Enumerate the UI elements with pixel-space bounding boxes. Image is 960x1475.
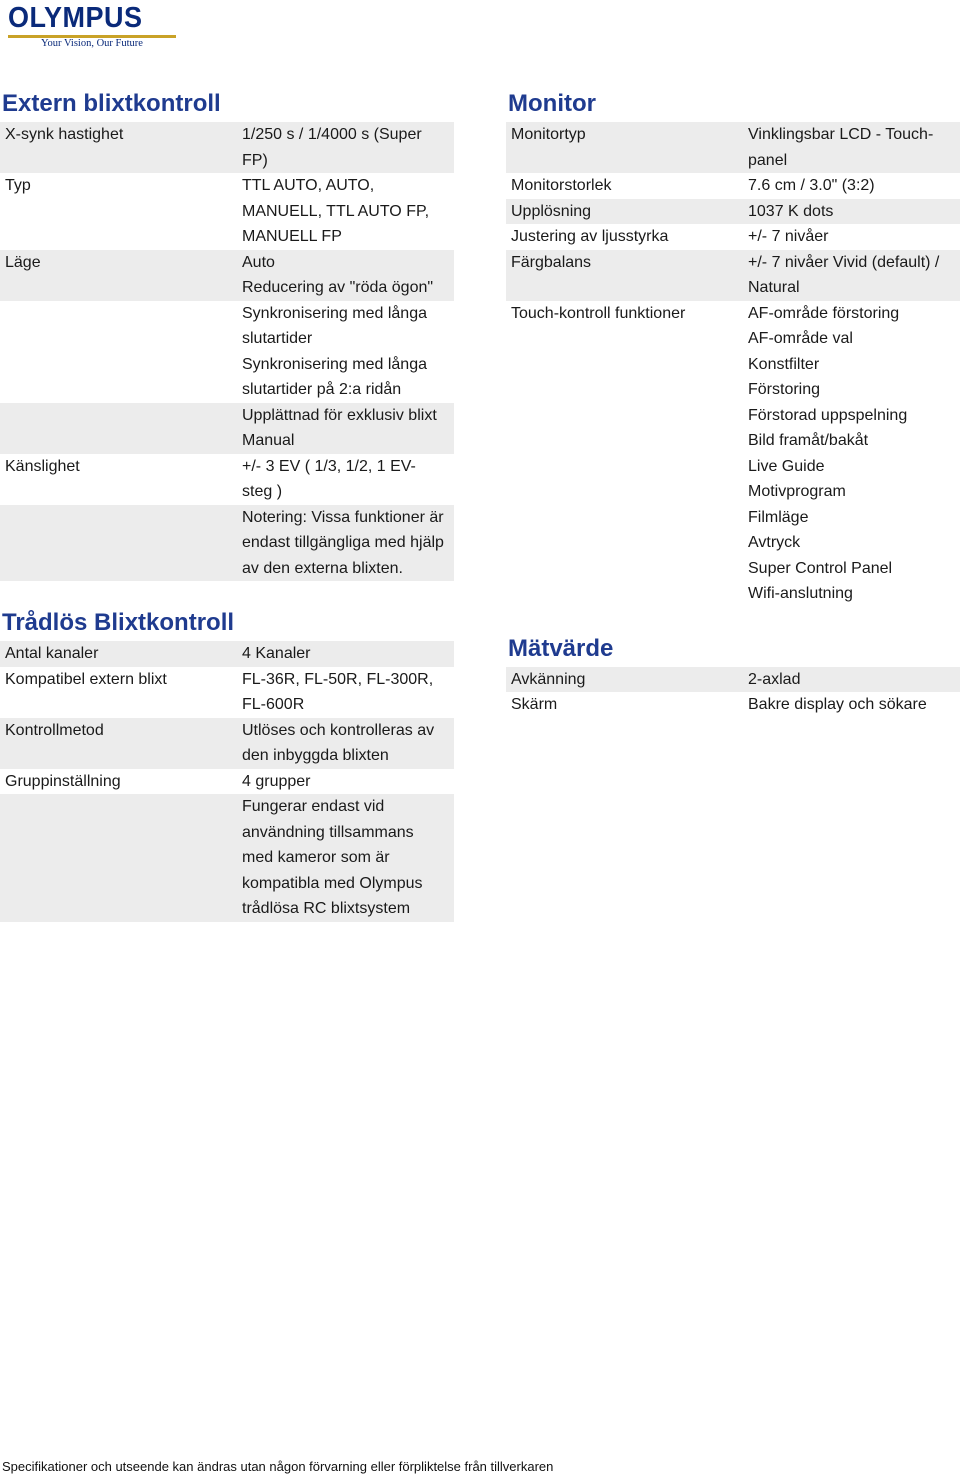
spec-value-line: Vinklingsbar LCD - Touch-	[748, 126, 934, 143]
spec-value-line: Fungerar endast vid	[242, 798, 385, 815]
spec-value-line: Synkronisering med långa	[242, 355, 427, 373]
spec-value-line: steg )	[242, 483, 283, 500]
spec-value-line: 4 Kanaler	[242, 645, 311, 662]
spec-value-line: FL-36R, FL-50R, FL-300R,	[242, 670, 434, 688]
section-title-extern-blixtkontroll: Extern blixtkontroll	[2, 90, 221, 117]
spec-label: Färgbalans	[511, 253, 592, 271]
spec-label: Läge	[5, 253, 41, 271]
spec-label: Kompatibel extern blixt	[5, 670, 167, 688]
spec-value	[237, 454, 454, 505]
spec-value-line: Bakre display och sökare	[748, 696, 927, 713]
spec-value	[743, 224, 960, 250]
spec-value	[237, 505, 454, 582]
spec-value	[237, 718, 454, 769]
section-spacer	[0, 581, 454, 605]
spec-row	[0, 641, 454, 667]
spec-value-line: Auto	[242, 253, 275, 271]
spec-value-line: användning tillsammans	[242, 823, 414, 841]
left-column	[0, 86, 454, 922]
spec-label: Typ	[5, 177, 31, 194]
section-title-matvarde: Mätvärde	[508, 634, 614, 662]
spec-value	[237, 173, 454, 250]
spec-value-line: Förstoring	[748, 381, 821, 398]
spec-value-line: Notering: Vissa funktioner är	[242, 508, 444, 526]
spec-value-line: Förstorad uppspelning	[748, 406, 908, 424]
spec-value-line: FL-600R	[242, 696, 305, 713]
spec-value-line: TTL AUTO, AUTO,	[242, 177, 375, 194]
spec-value	[743, 122, 960, 173]
spec-value-line: 4 grupper	[242, 772, 311, 790]
spec-row	[0, 718, 454, 769]
section-title-monitor: Monitor	[508, 90, 596, 117]
spec-value-line: Live Guide	[748, 457, 825, 475]
spec-label: Avkänning	[511, 670, 586, 688]
spec-label: Skärm	[511, 696, 558, 713]
spec-label: Gruppinställning	[5, 772, 121, 790]
spec-row	[0, 250, 454, 301]
olympus-logo	[8, 2, 180, 50]
spec-value-line: AF-område val	[748, 330, 853, 347]
spec-value	[237, 301, 454, 352]
spec-value-line: panel	[748, 151, 788, 169]
spec-row	[0, 352, 454, 403]
spec-value-line: med kameror som är	[242, 849, 390, 866]
spec-value-line: slutartider	[242, 330, 313, 347]
spec-value-line: kompatibla med Olympus	[242, 874, 423, 892]
spec-value-line: MANUELL FP	[242, 228, 342, 245]
spec-label: Antal kanaler	[5, 645, 99, 662]
spec-value-line: slutartider på 2:a ridån	[242, 381, 402, 398]
spec-row	[506, 250, 960, 301]
spec-label	[0, 403, 237, 454]
spec-row	[0, 301, 454, 352]
spec-value-line: av den externa blixten.	[242, 559, 403, 577]
spec-value	[237, 769, 454, 795]
spec-value	[743, 250, 960, 301]
spec-row	[0, 667, 454, 718]
spec-value-line: Upplättnad för exklusiv blixt	[242, 406, 437, 424]
spec-label	[0, 352, 237, 403]
spec-value-line: Reducering av "röda ögon"	[242, 279, 434, 296]
spec-value-line: Synkronisering med långa	[242, 304, 427, 322]
spec-label: Monitorstorlek	[511, 177, 612, 194]
section-spacer	[506, 607, 960, 631]
spec-value	[743, 173, 960, 199]
spec-value-line: MANUELL, TTL AUTO FP,	[242, 202, 430, 220]
section-title-tradlos-blixtkontroll: Trådlös Blixtkontroll	[2, 609, 235, 636]
spec-value	[237, 352, 454, 403]
spec-value	[743, 301, 960, 607]
logo-wordmark: OLYMPUS	[8, 2, 143, 34]
spec-value-line: AF-område förstoring	[748, 304, 900, 322]
spec-value	[237, 122, 454, 173]
spec-label: Känslighet	[5, 457, 80, 475]
spec-row	[0, 173, 454, 250]
spec-value-line: Avtryck	[748, 534, 801, 551]
spec-value-line: +/- 3 EV ( 1/3, 1/2, 1 EV-	[242, 457, 416, 475]
spec-value-line: Natural	[748, 279, 800, 296]
spec-value-line: den inbyggda blixten	[242, 747, 389, 764]
spec-label: X-synk hastighet	[5, 126, 124, 143]
spec-value	[743, 692, 960, 718]
spec-row	[506, 173, 960, 199]
spec-label	[0, 794, 237, 922]
spec-value-line: Konstfilter	[748, 355, 820, 373]
spec-label: Justering av ljusstyrka	[511, 228, 669, 245]
spec-value-line: Super Control Panel	[748, 559, 893, 577]
spec-row	[0, 122, 454, 173]
spec-row	[506, 199, 960, 225]
spec-value	[743, 199, 960, 225]
spec-value	[237, 794, 454, 922]
spec-row	[506, 667, 960, 693]
spec-value-line: endast tillgängliga med hjälp	[242, 534, 444, 551]
spec-value-line: Wifi-anslutning	[748, 585, 853, 602]
spec-value-line: 7.6 cm / 3.0" (3:2)	[748, 177, 875, 194]
spec-value-line: Motivprogram	[748, 483, 846, 500]
spec-label	[0, 301, 237, 352]
logo-tagline: Your Vision, Our Future	[41, 38, 143, 49]
spec-value-line: Filmläge	[748, 508, 809, 526]
spec-value	[743, 667, 960, 693]
spec-label: Kontrollmetod	[5, 721, 104, 739]
spec-row	[0, 769, 454, 795]
spec-label: Monitortyp	[511, 126, 586, 143]
spec-value-line: 1037 K dots	[748, 202, 834, 220]
spec-value	[237, 641, 454, 667]
spec-value-line: FP)	[242, 151, 268, 169]
spec-row	[506, 301, 960, 607]
spec-value-line: Manual	[242, 432, 295, 449]
spec-label	[0, 505, 237, 582]
spec-value	[237, 250, 454, 301]
spec-row	[0, 454, 454, 505]
spec-value	[237, 667, 454, 718]
spec-label: Touch-kontroll funktioner	[511, 304, 686, 322]
spec-value	[237, 403, 454, 454]
spec-value-line: +/- 7 nivåer	[748, 228, 829, 245]
spec-value-line: Bild framåt/bakåt	[748, 432, 869, 449]
right-column	[506, 86, 960, 718]
spec-value-line: trådlösa RC blixtsystem	[242, 900, 411, 917]
spec-row	[506, 692, 960, 718]
spec-value-line: +/- 7 nivåer Vivid (default) /	[748, 253, 940, 271]
spec-value-line: 2-axlad	[748, 670, 801, 688]
spec-row	[506, 122, 960, 173]
spec-value-line: Utlöses och kontrolleras av	[242, 721, 435, 739]
spec-label: Upplösning	[511, 202, 592, 220]
spec-row	[0, 403, 454, 454]
spec-value-line: 1/250 s / 1/4000 s (Super	[242, 126, 422, 143]
spec-row	[506, 224, 960, 250]
footer-disclaimer: Specifikationer och utseende kan ändras utan någon förvarning eller förpliktelse från tillverkaren	[2, 1459, 554, 1474]
spec-row	[0, 794, 454, 922]
spec-row	[0, 505, 454, 582]
